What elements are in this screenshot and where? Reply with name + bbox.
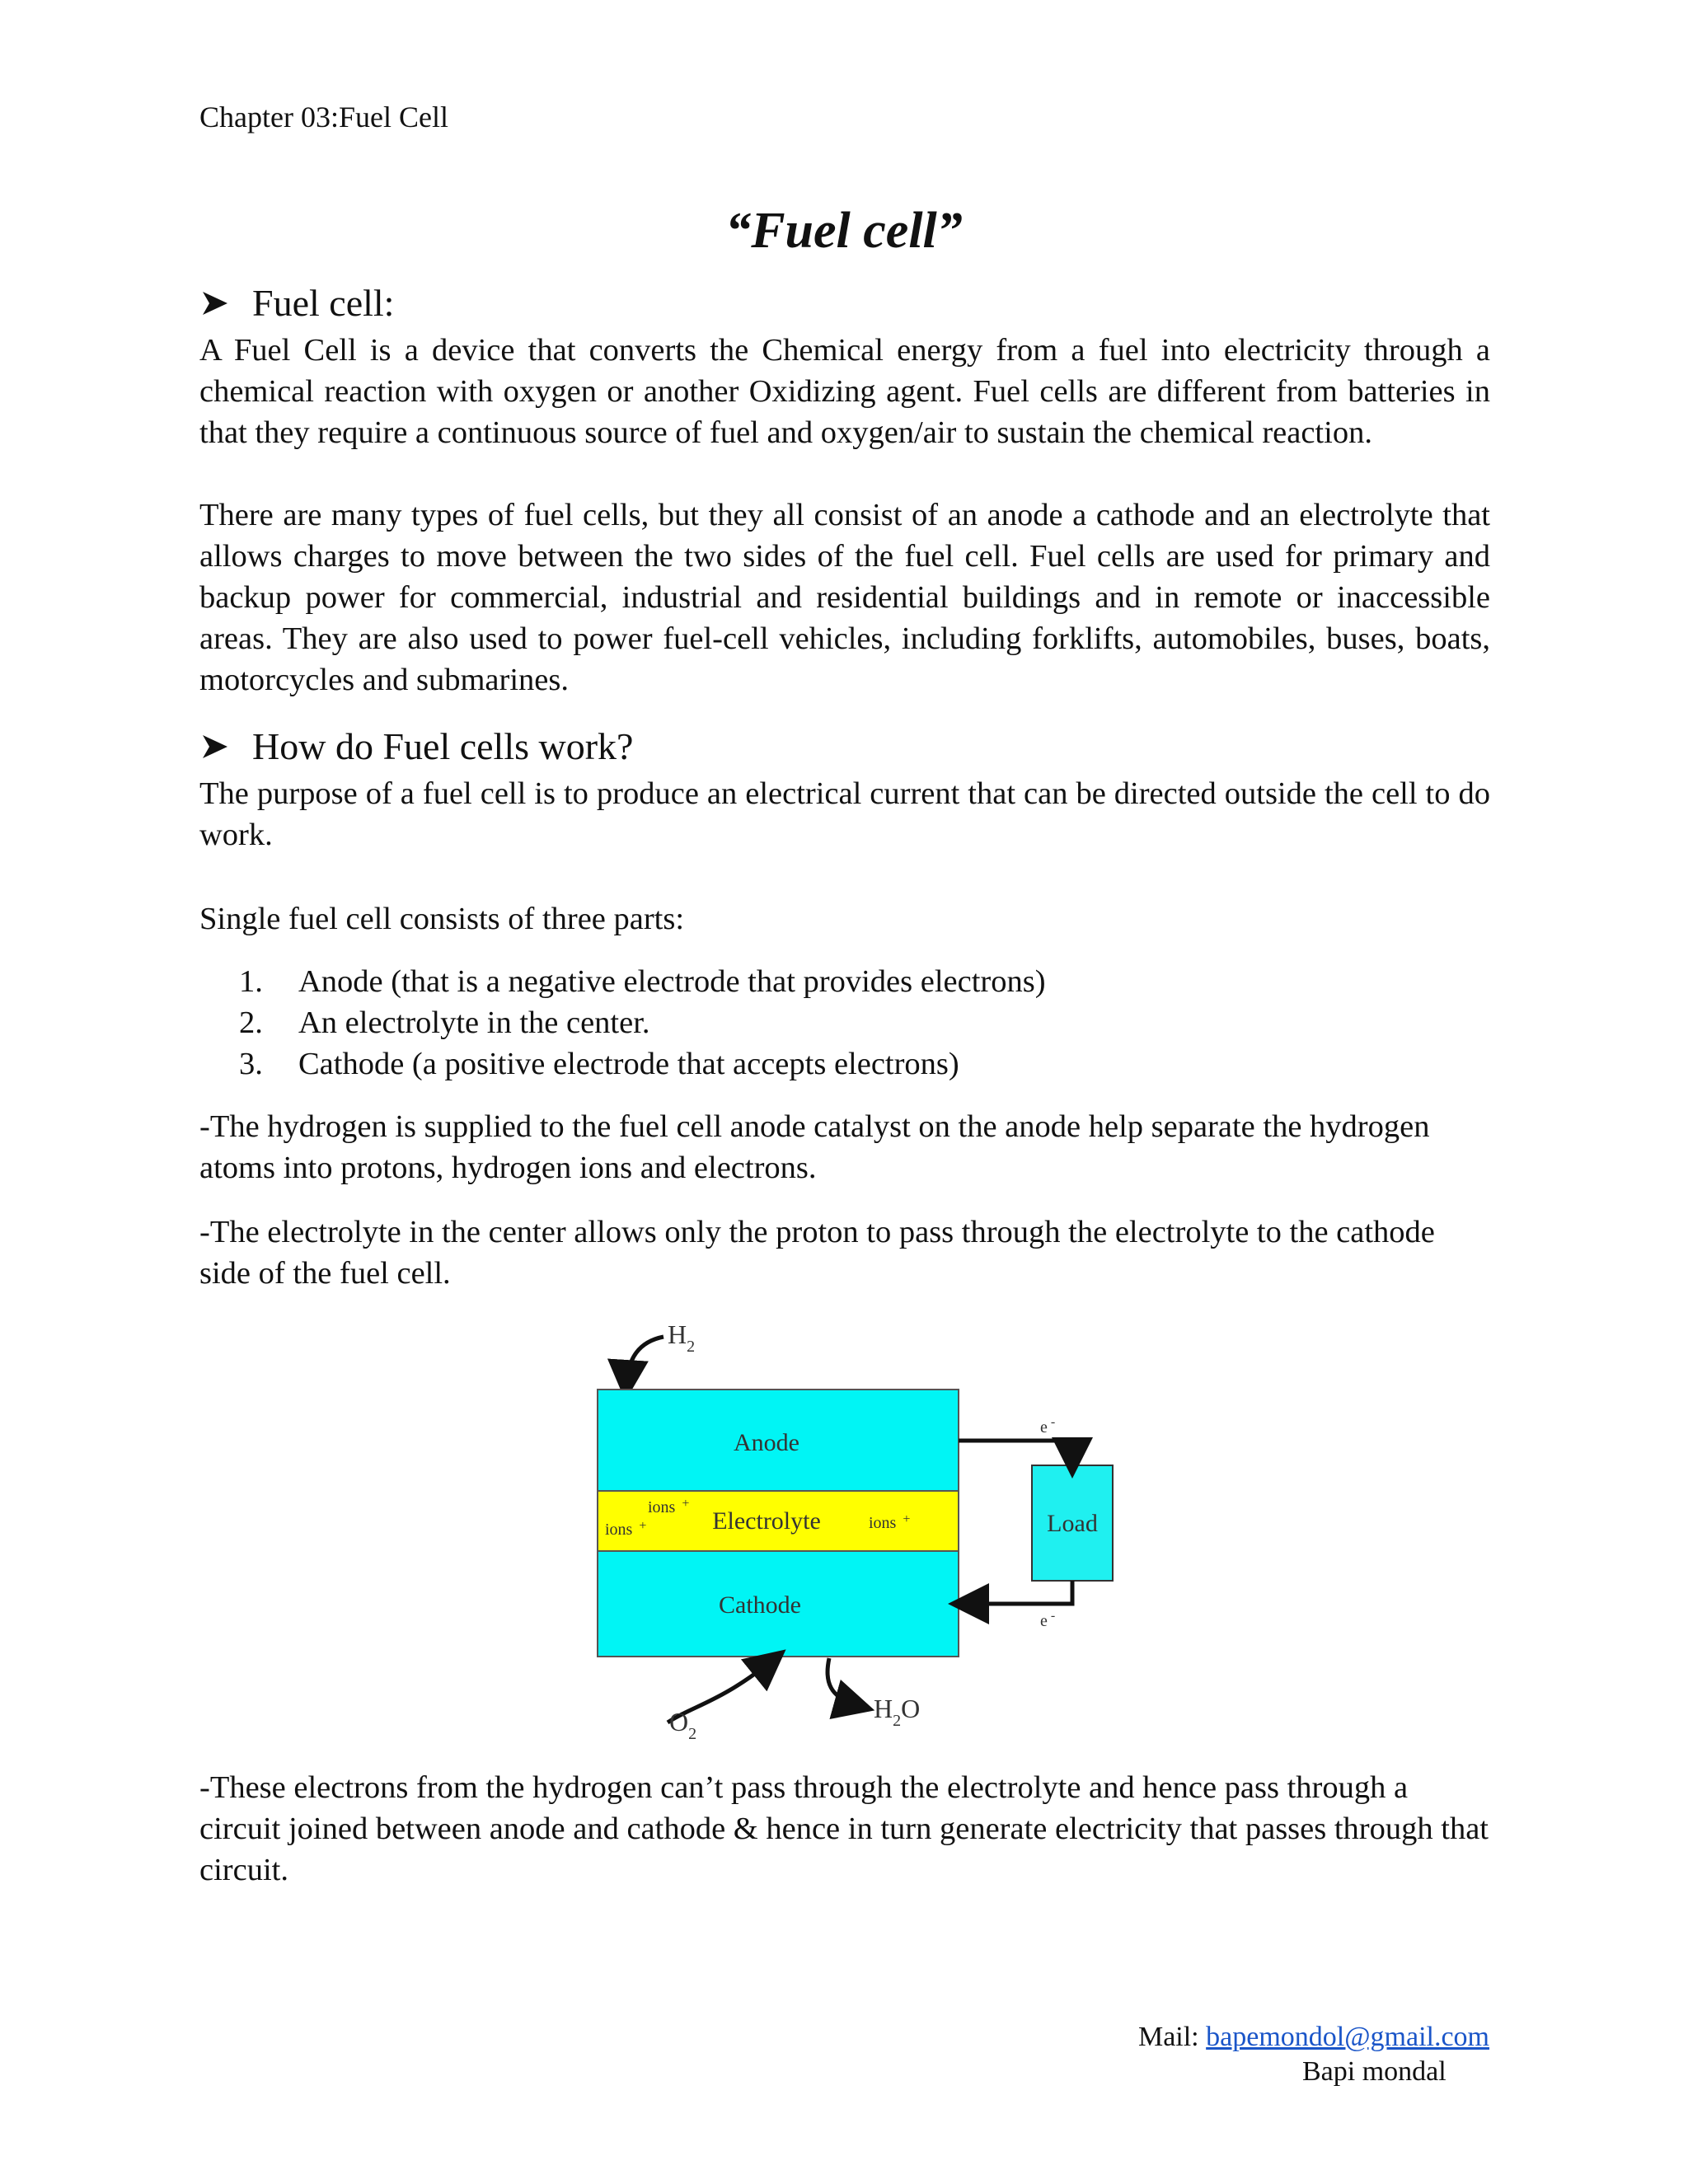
paragraph-step-electrolyte: -The electrolyte in the center allows only the proton to pass through the electrolyte to the cathode side of the fuel cell. [199,1215,1435,1291]
cathode-label: Cathode [719,1591,801,1619]
list-text: Cathode (a positive electrode that accepts electrons) [298,1047,959,1081]
author-name: Bapi mondal [1302,2056,1447,2087]
h2o-label: $H_2O$ [874,1694,921,1730]
list-text: Anode (that is a negative electrode that provides electrons) [298,964,1046,999]
h2o-outlet-arrow [828,1658,859,1706]
h2-label: $H_2$ [668,1319,696,1356]
arrowhead-bullet-icon [199,730,232,763]
mail-label: Mail: [1137,2022,1207,2052]
section-heading-fuel-cell [199,279,394,328]
arrowhead-bullet-icon [199,287,232,320]
email-link[interactable]: bapemondol@gmail.com [1206,2022,1489,2052]
paragraph-step-electrons: -These electrons from the hydrogen can’t pass through the electrolyte and hence pass through a circuit joined between anode and cathode & hence in turn generate electricity that passes through that circuit. [199,1770,1489,1887]
electrolyte-label: Electrolyte [712,1507,821,1535]
electron-label-bottom: e - [1040,1609,1056,1630]
list-number: 2. [239,1005,263,1040]
list-number: 3. [239,1047,263,1081]
section-heading-text: How do Fuel cells work? [252,725,634,767]
paragraph-parts-intro: Single fuel cell consists of three parts: [199,902,685,936]
page-title: “Fuel cell” [725,203,963,259]
paragraph-types: There are many types of fuel cells, but they all consist of an anode a cathode and an electrolyte that allows charges to move between the two sides of the fuel cell. Fuel cells are used for primary and backup power for commercial, industrial and residential buildings and in remote or inaccessible areas. They are also used to power fuel-cell vehicles, including forklifts, automobiles, buses, boats, motorcycles and submarines. [199,498,1490,697]
section-heading-text: Fuel cell: [252,282,395,324]
o2-label: $O_2$ [669,1707,697,1743]
footer-mail [1138,2019,1489,2055]
list-text: An electrolyte in the center. [298,1005,650,1040]
list-item [239,1002,1475,1043]
ions-label-3: ions + [869,1512,911,1532]
h2-inlet-arrow [626,1337,663,1385]
electron-wire-bottom [964,1581,1072,1604]
electron-wire-top [959,1441,1072,1462]
parts-list [239,961,1475,1085]
electron-label-top: e - [1040,1415,1056,1436]
list-number: 1. [239,964,263,999]
chapter-header: Chapter 03:Fuel Cell [199,101,448,134]
paragraph-purpose: The purpose of a fuel cell is to produce an electrical current that can be directed outside the cell to do work. [199,776,1490,852]
anode-label: Anode [734,1429,799,1456]
list-item [239,1043,1475,1085]
fuel-cell-diagram [577,1310,1154,1755]
load-label: Load [1047,1510,1098,1537]
paragraph-step-hydrogen: -The hydrogen is supplied to the fuel cell anode catalyst on the anode help separate the hydrogen atoms into protons, hydrogen ions and electrons. [199,1109,1430,1185]
section-heading-how-work [199,722,633,771]
ions-label-1: ions + [648,1497,690,1516]
paragraph-definition: A Fuel Cell is a device that converts the Chemical energy from a fuel into electricity through a chemical reaction with oxygen or another Oxidizing agent. Fuel cells are different from batteries in that they require a continuous source of fuel and oxygen/air to sustain the chemical reaction. [199,333,1490,450]
ions-label-2: ions + [605,1519,647,1539]
list-item [239,961,1475,1002]
